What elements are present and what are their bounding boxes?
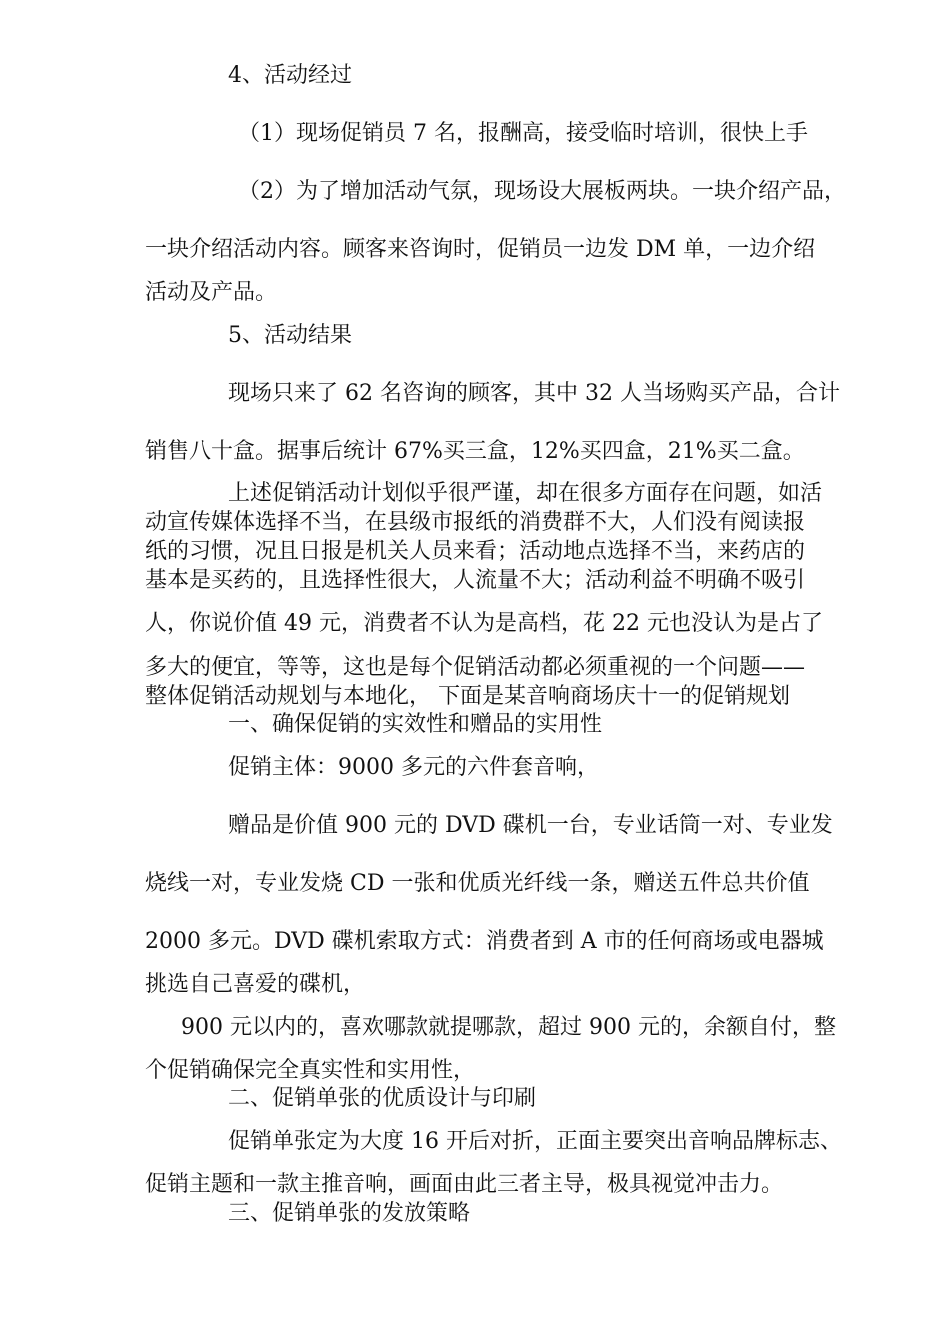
paragraph-line: 多大的便宜，等等，这也是每个促销活动都必须重视的一个问题—— xyxy=(145,655,806,680)
paragraph-line: 烧线一对，专业发烧 CD 一张和优质光纤线一条，赠送五件总共价值 xyxy=(145,871,810,896)
paragraph-line: 上述促销活动计划似乎很严谨，却在很多方面存在问题，如活 xyxy=(228,481,823,506)
paragraph-line: （1）现场促销员 7 名，报酬高，接受临时培训，很快上手 xyxy=(238,121,808,146)
paragraph-line: （2）为了增加活动气氛，现场设大展板两块。一块介绍产品， xyxy=(238,179,846,204)
paragraph-line: 销售八十盒。据事后统计 67%买三盒，12%买四盒，21%买二盒。 xyxy=(145,439,805,464)
paragraph-line: 个促销确保完全真实性和实用性， xyxy=(145,1058,476,1083)
paragraph-line: 挑选自己喜爱的碟机， xyxy=(145,972,366,997)
heading-activity-process: 4、活动经过 xyxy=(228,63,352,88)
heading-activity-result: 5、活动结果 xyxy=(228,323,352,348)
paragraph-line: 促销主体：9000 多元的六件套音响， xyxy=(228,755,599,780)
paragraph-line: 活动及产品。 xyxy=(145,280,278,305)
paragraph-line: 900 元以内的，喜欢哪款就提哪款，超过 900 元的，余额自付，整 xyxy=(181,1015,836,1040)
paragraph-line: 促销主题和一款主推音响，画面由此三者主导，极具视觉冲击力。 xyxy=(145,1172,784,1197)
paragraph-line: 人，你说价值 49 元，消费者不认为是高档，花 22 元也没认为是占了 xyxy=(145,611,823,636)
paragraph-line: 赠品是价值 900 元的 DVD 碟机一台，专业话筒一对、专业发 xyxy=(228,813,833,838)
paragraph-line: 整体促销活动规划与本地化， 下面是某音响商场庆十一的促销规划 xyxy=(145,684,790,709)
heading-section-three: 三、促销单张的发放策略 xyxy=(228,1201,471,1226)
paragraph-line: 现场只来了 62 名咨询的顾客，其中 32 人当场购买产品，合计 xyxy=(228,381,840,406)
heading-section-one: 一、确保促销的实效性和赠品的实用性 xyxy=(228,712,603,737)
paragraph-line: 纸的习惯，况且日报是机关人员来看；活动地点选择不当，来药店的 xyxy=(145,539,806,564)
paragraph-line: 促销单张定为大度 16 开后对折，正面主要突出音响品牌标志、 xyxy=(228,1129,842,1154)
paragraph-line: 2000 多元。DVD 碟机索取方式：消费者到 A 市的任何商场或电器城 xyxy=(145,929,824,954)
heading-section-two: 二、促销单张的优质设计与印刷 xyxy=(228,1086,537,1111)
paragraph-line: 动宣传媒体选择不当，在县级市报纸的消费群不大，人们没有阅读报 xyxy=(145,510,806,535)
paragraph-line: 基本是买药的，且选择性很大，人流量不大；活动利益不明确不吸引 xyxy=(145,568,806,593)
paragraph-line: 一块介绍活动内容。顾客来咨询时，促销员一边发 DM 单，一边介绍 xyxy=(145,237,816,262)
